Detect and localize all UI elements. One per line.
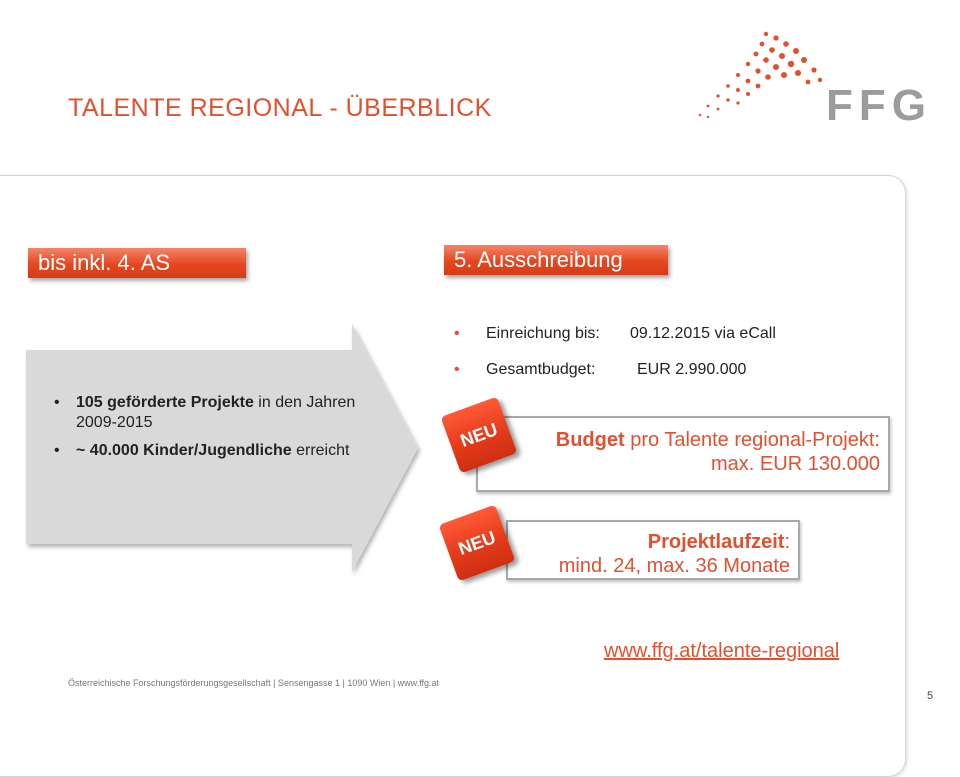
list-item: • Gesamtbudget: EUR 2.990.000	[452, 358, 872, 394]
budget-info-box: Budget pro Talente regional-Projekt: max. EUR 130.000	[476, 416, 890, 492]
left-section-tag: bis inkl. 4. AS	[28, 248, 246, 278]
list-item: • Einreichung bis: 09.12.2015 via eCall	[452, 322, 872, 358]
left-bullet-list	[52, 393, 372, 469]
new-badge: NEU	[439, 505, 516, 582]
new-badge: NEU	[441, 397, 518, 474]
right-section-tag: 5. Ausschreibung	[444, 245, 668, 275]
ffg-logo	[690, 20, 932, 130]
list-item: • ~ 40.000 Kinder/Jugendliche erreicht	[52, 441, 372, 461]
duration-info-box: Projektlaufzeit: mind. 24, max. 36 Monate	[506, 520, 800, 580]
page-title: TALENTE REGIONAL - ÜBERBLICK	[68, 94, 492, 122]
right-bullet-list	[452, 322, 872, 394]
footer-text: Österreichische Forschungsförderungsgesellschaft | Sensengasse 1 | 1090 Wien | www.ffg.at	[68, 678, 440, 688]
page-number: 5	[927, 690, 934, 702]
list-item: • 105 geförderte Projekte in den Jahren 2009-2015	[52, 393, 372, 433]
ffg-logo-text: FFG	[826, 81, 932, 130]
website-link[interactable]: www.ffg.at/talente-regional	[604, 640, 840, 662]
